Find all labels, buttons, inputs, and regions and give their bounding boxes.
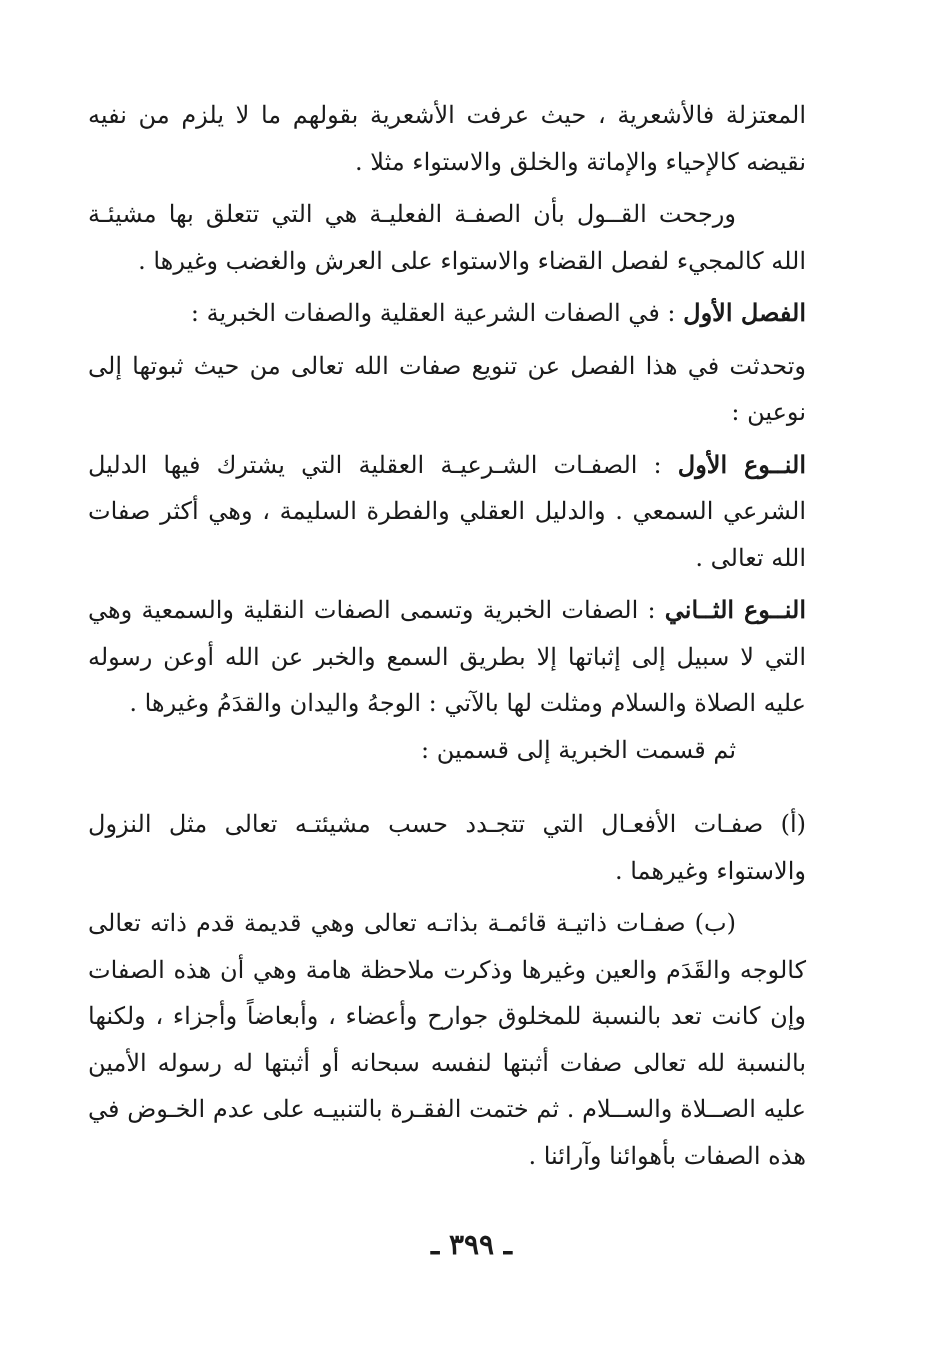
paragraph-8: (أ) صفـات الأفعـال التي تتجـدد حسب مشيئتـه تعالى مثل النزول والاستواء وغيرهما . bbox=[88, 810, 806, 885]
page-number: ـ ٣٩٩ ـ bbox=[430, 1228, 513, 1261]
paragraph-2: ورجحت القــول بأن الصفـة الفعليـة هي التي تتعلق بها مشيئـة الله كالمجيء لفصل القضاء والاستواء على العرش والغضب وغيرها . bbox=[88, 200, 806, 275]
type-heading-2-text: : الصفات الخبرية وتسمى الصفات النقلية والسمعية وهي التي لا سبيل إلى إثباتها إلا بطريق السمع والخبر عن الله أوعن رسوله عليه الصلاة والسلام ومثلت لها بالآتي : الوجهُ واليدان والقدَمُ وغيرها . bbox=[88, 596, 806, 717]
paragraph-6 bbox=[88, 587, 806, 727]
paragraph-7: ثم قسمت الخبرية إلى قسمين : bbox=[421, 735, 736, 764]
paragraph-9: (ب) صفـات ذاتيـة قائمـة بذاتـه تعالى وهي قديمة قدم ذاته تعالى كالوجه والقَدَم والعين وغيرها وذكرت ملاحظة هامة وهي أن هذه الصفات وإن كانت تعد بالنسبة للمخلوق جوارح وأعضاء ، وأبعاضاً وأجزاء ، ولكنها بالنسبة لله تعالى صفات أثبتها لنفسه سبحانه أو أثبتها له رسوله الأمين عليه الصــلاة والســلام . ثم ختمت الفقـرة بالتنبيـه على عدم الخـوض في هذه الصفات بأهوائنا وآرائنا . bbox=[88, 909, 806, 1170]
chapter-heading-1: الفصل الأول bbox=[683, 298, 806, 327]
paragraph-3 bbox=[88, 290, 806, 337]
paragraph-5 bbox=[88, 442, 806, 582]
paragraph-4: وتحدثت في هذا الفصل عن تنويع صفات الله تعالى من حيث ثبوتها إلى نوعين : bbox=[88, 351, 806, 426]
paragraph-1: المعتزلة فالأشعرية ، حيث عرفت الأشعرية بقولهم ما لا يلزم من نفيه نقيضه كالإحياء والإماتة والخلق والاستواء مثلا . bbox=[88, 101, 806, 176]
type-heading-1: النــوع الأول bbox=[677, 449, 806, 479]
chapter-heading-1-text: : في الصفات الشرعية العقلية والصفات الخبرية : bbox=[190, 299, 684, 327]
type-heading-1-text: : الصفـات الشـرعيـة العقلية التي يشترك فيها الدليل الشرعي السمعي . والدليل العقلي والفطرة السليمة ، وهي أكثر صفات الله تعالى . bbox=[88, 450, 806, 572]
page-body bbox=[88, 92, 806, 1179]
type-heading-2: النــوع الثــاني bbox=[664, 595, 806, 624]
